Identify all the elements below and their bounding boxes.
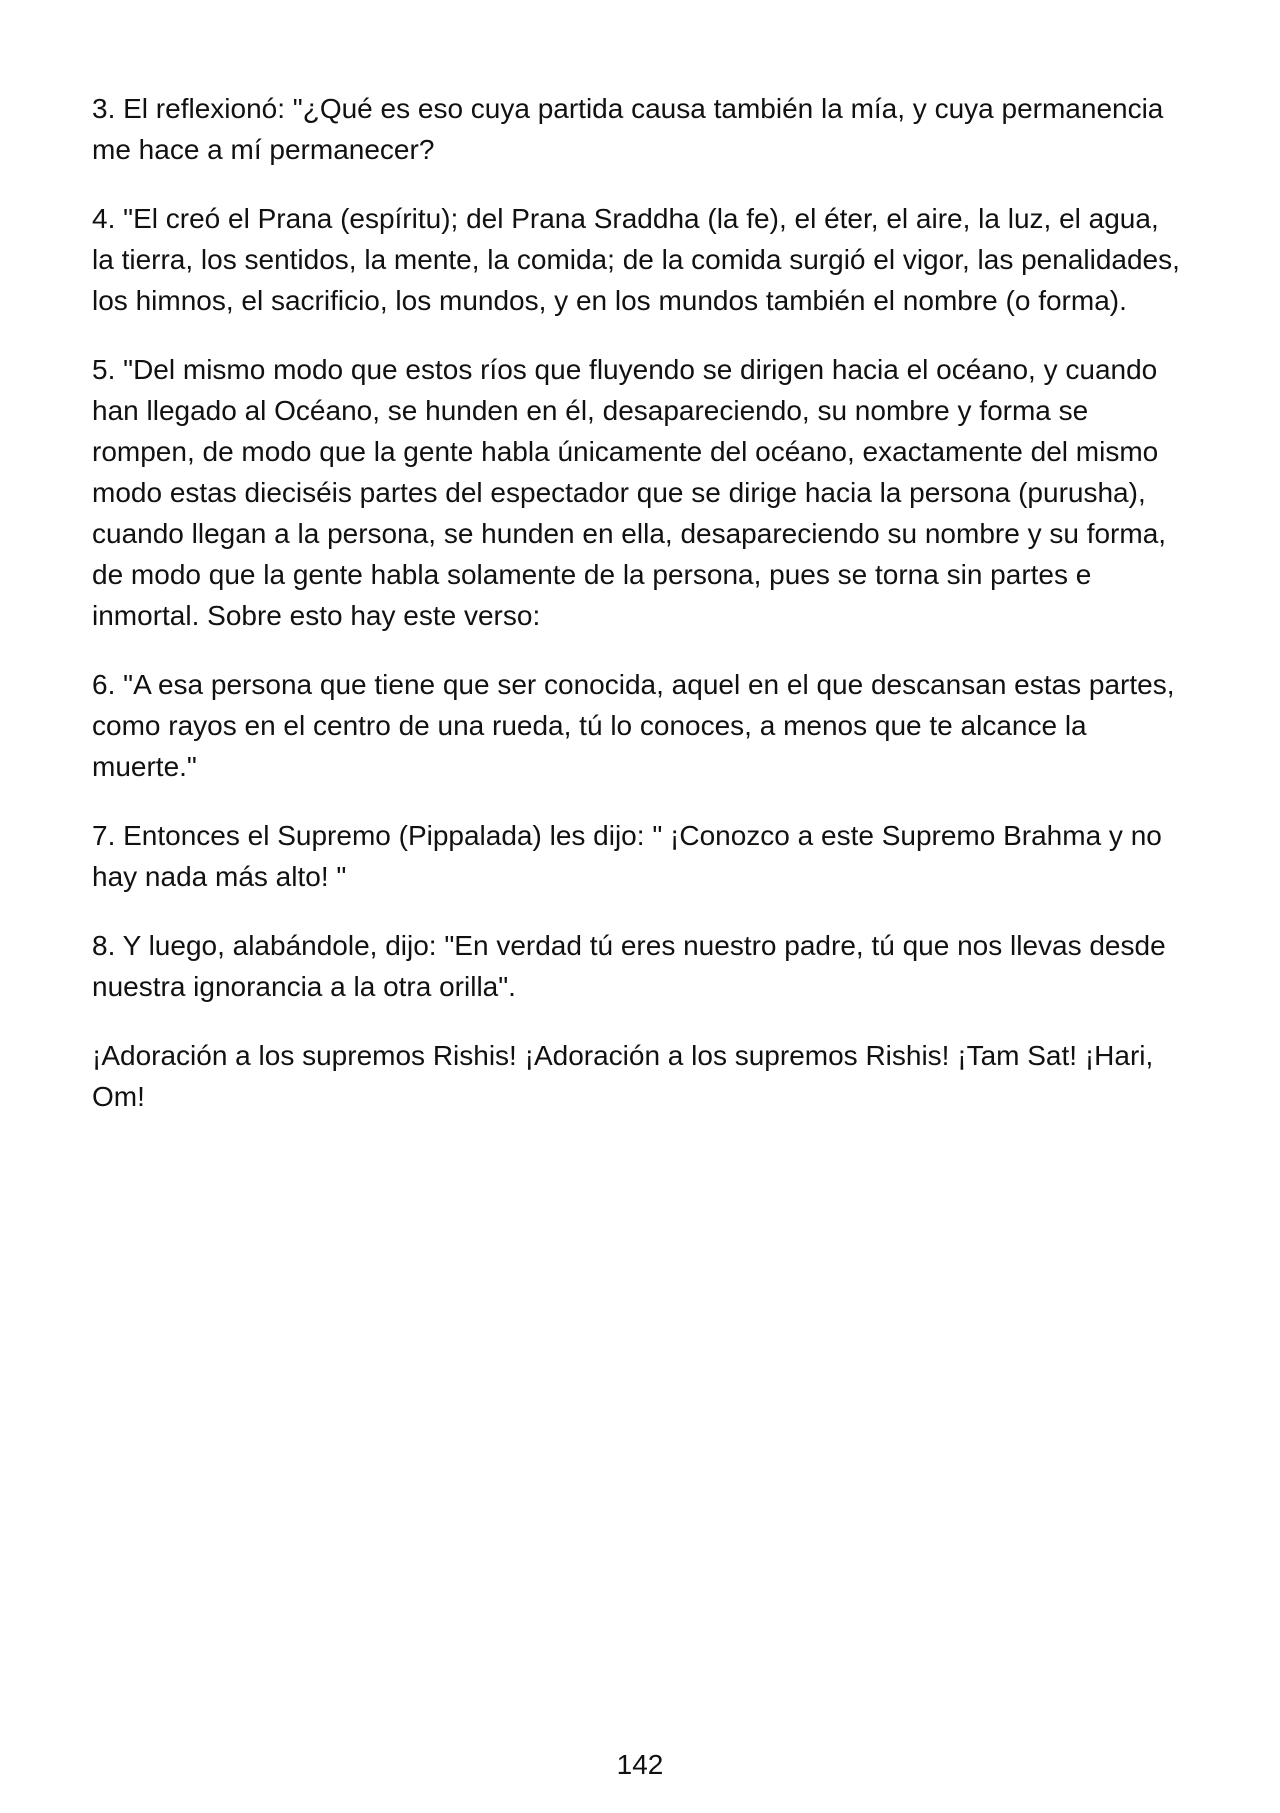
- paragraph-8: 8. Y luego, alabándole, dijo: "En verdad tú eres nuestro padre, tú que nos llevas desde nuestra ignorancia a la otra orilla".: [92, 930, 1166, 1002]
- paragraph-6: 6. "A esa persona que tiene que ser conocida, aquel en el que descansan estas partes, como rayos en el centro de una rueda, tú lo conoces, a menos que te alcance la muerte.": [92, 669, 1175, 782]
- paragraph-7: 7. Entonces el Supremo (Pippalada) les dijo: " ¡Conozco a este Supremo Brahma y no hay nada más alto! ": [92, 820, 1162, 892]
- page-body: [92, 88, 1182, 1145]
- page-number: 142: [616, 1749, 664, 1780]
- paragraph-3: 3. El reflexionó: "¿Qué es eso cuya partida causa también la mía, y cuya permanencia me hace a mí permanecer?: [92, 93, 1164, 165]
- closing-invocation: ¡Adoración a los supremos Rishis! ¡Adoración a los supremos Rishis! ¡Tam Sat! ¡Hari, Om!: [92, 1040, 1154, 1112]
- paragraph-4: 4. "El creó el Prana (espíritu); del Prana Sraddha (la fe), el éter, el aire, la luz, el agua, la tierra, los sentidos, la mente, la comida; de la comida surgió el vigor, las penalidades, los himnos, el sacrificio, los mundos, y en los mundos también el nombre (o forma).: [92, 203, 1180, 316]
- paragraph-5: 5. "Del mismo modo que estos ríos que fluyendo se dirigen hacia el océano, y cuando han llegado al Océano, se hunden en él, desapareciendo, su nombre y forma se rompen, de modo que la gente habla únicamente del océano, exactamente del mismo modo estas dieciséis partes del espectador que se dirige hacia la persona (purusha), cuando llegan a la persona, se hunden en ella, desapareciendo su nombre y su forma, de modo que la gente habla solamente de la persona, pues se torna sin partes e inmortal. Sobre esto hay este verso:: [92, 354, 1167, 631]
